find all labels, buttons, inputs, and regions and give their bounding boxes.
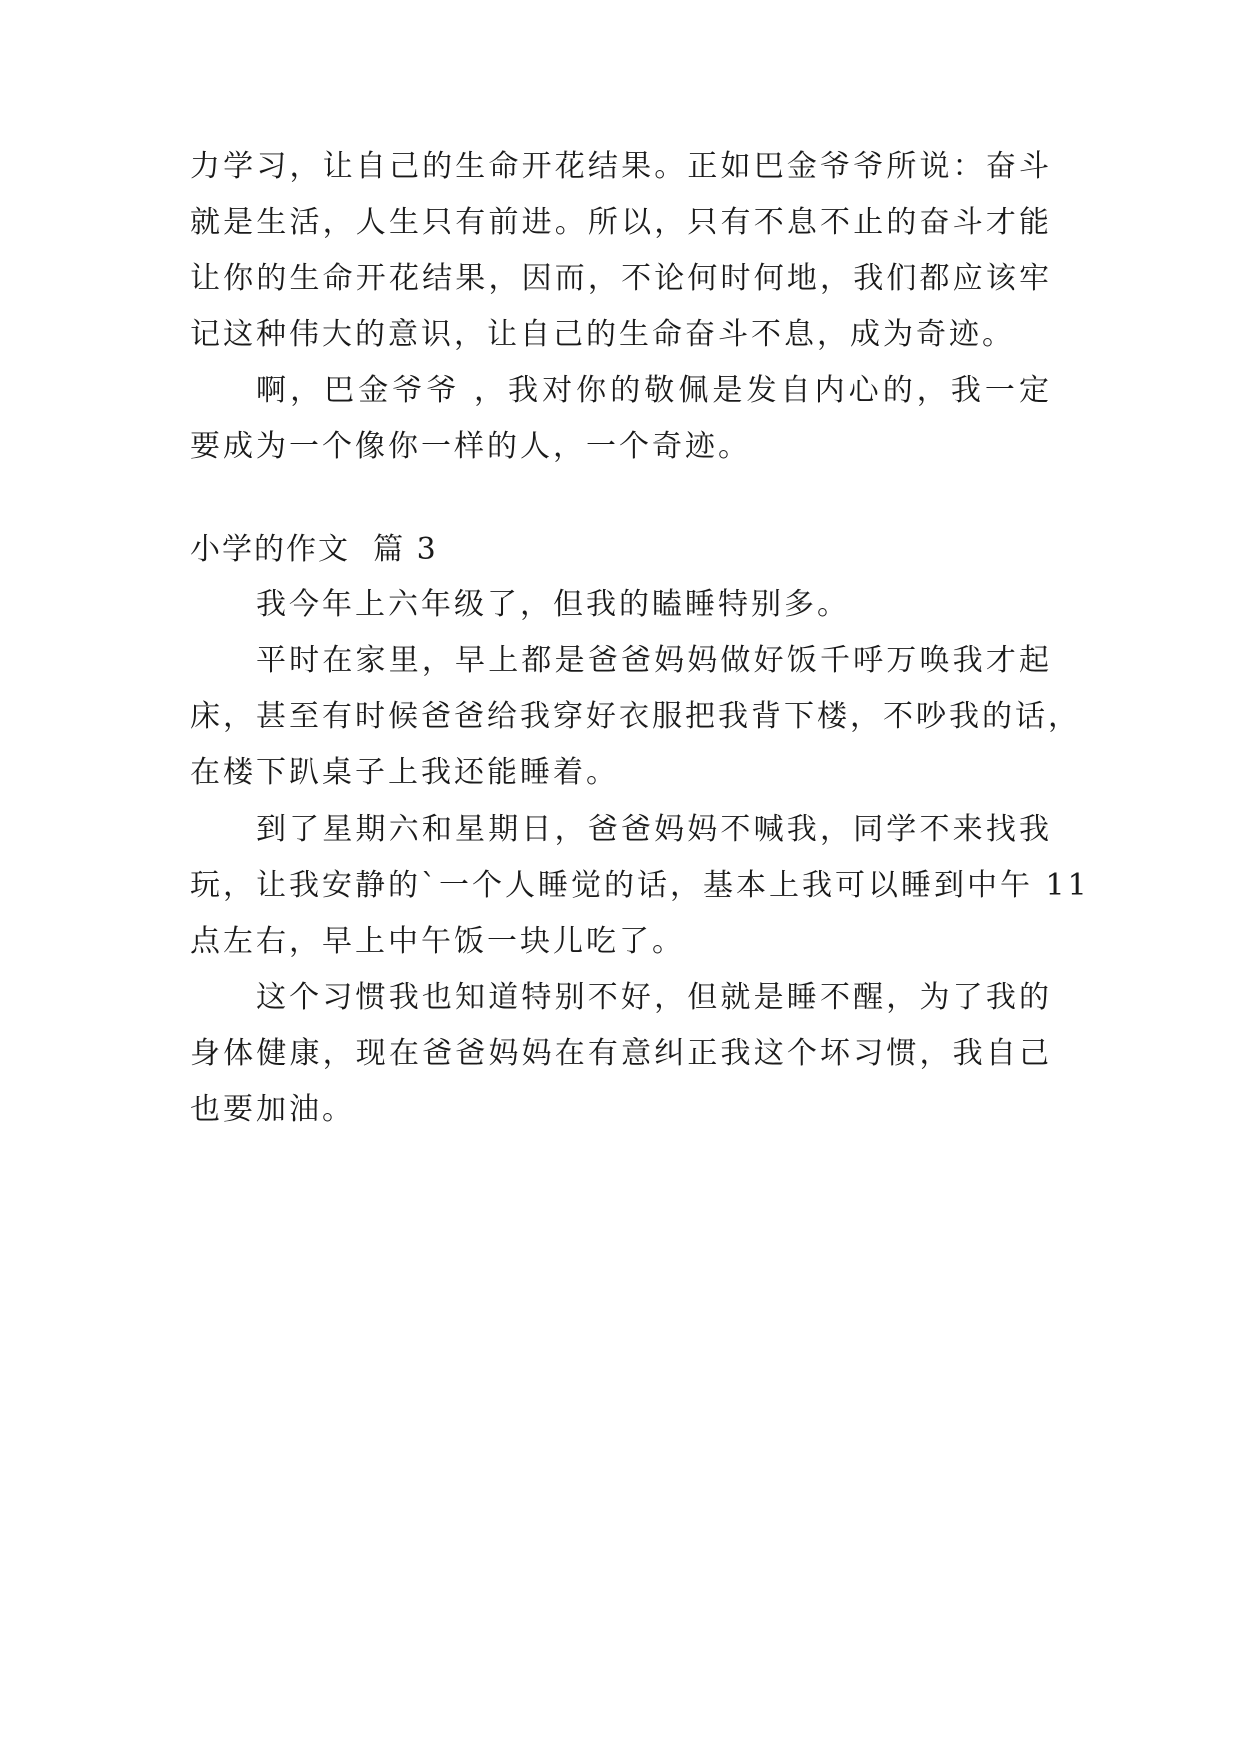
paragraph-line: 这个习惯我也知道特别不好，但就是睡不醒，为了我的 (256, 980, 1052, 1015)
paragraph-line: 要成为一个像你一样的人，一个奇迹。 (190, 429, 751, 464)
paragraph-line: 力学习，让自己的生命开花结果。正如巴金爷爷所说：奋斗 (190, 149, 1052, 184)
paragraph-line: 记这种伟大的意识，让自己的生命奋斗不息，成为奇迹。 (190, 317, 1015, 352)
paragraph-line: 在楼下趴桌子上我还能睡着。 (190, 755, 619, 790)
paragraph-line: 身体健康，现在爸爸妈妈在有意纠正我这个坏习惯，我自己 (190, 1036, 1052, 1071)
paragraph-line: 让你的生命开花结果，因而，不论何时何地，我们都应该牢 (190, 261, 1052, 296)
paragraph-line: 就是生活，人生只有前进。所以，只有不息不止的奋斗才能 (190, 205, 1052, 240)
paragraph-line: 我今年上六年级了，但我的瞌睡特别多。 (256, 587, 850, 622)
paragraph-line: 点左右，早上中午饭一块儿吃了。 (190, 924, 685, 959)
paragraph-line: 啊，巴金爷爷 ，我对你的敬佩是发自内心的，我一定 (256, 373, 1052, 408)
section-heading: 小学的作文 篇 3 (190, 532, 438, 567)
paragraph-line: 床，甚至有时候爸爸给我穿好衣服把我背下楼，不吵我的话， (190, 699, 1081, 734)
paragraph-line: 到了星期六和星期日，爸爸妈妈不喊我，同学不来找我 (256, 812, 1052, 847)
paragraph-line: 玩，让我安静的`一个人睡觉的话，基本上我可以睡到中午 11 (190, 868, 1090, 903)
paragraph-line: 也要加油。 (190, 1092, 355, 1127)
paragraph-line: 平时在家里，早上都是爸爸妈妈做好饭千呼万唤我才起 (256, 643, 1052, 678)
